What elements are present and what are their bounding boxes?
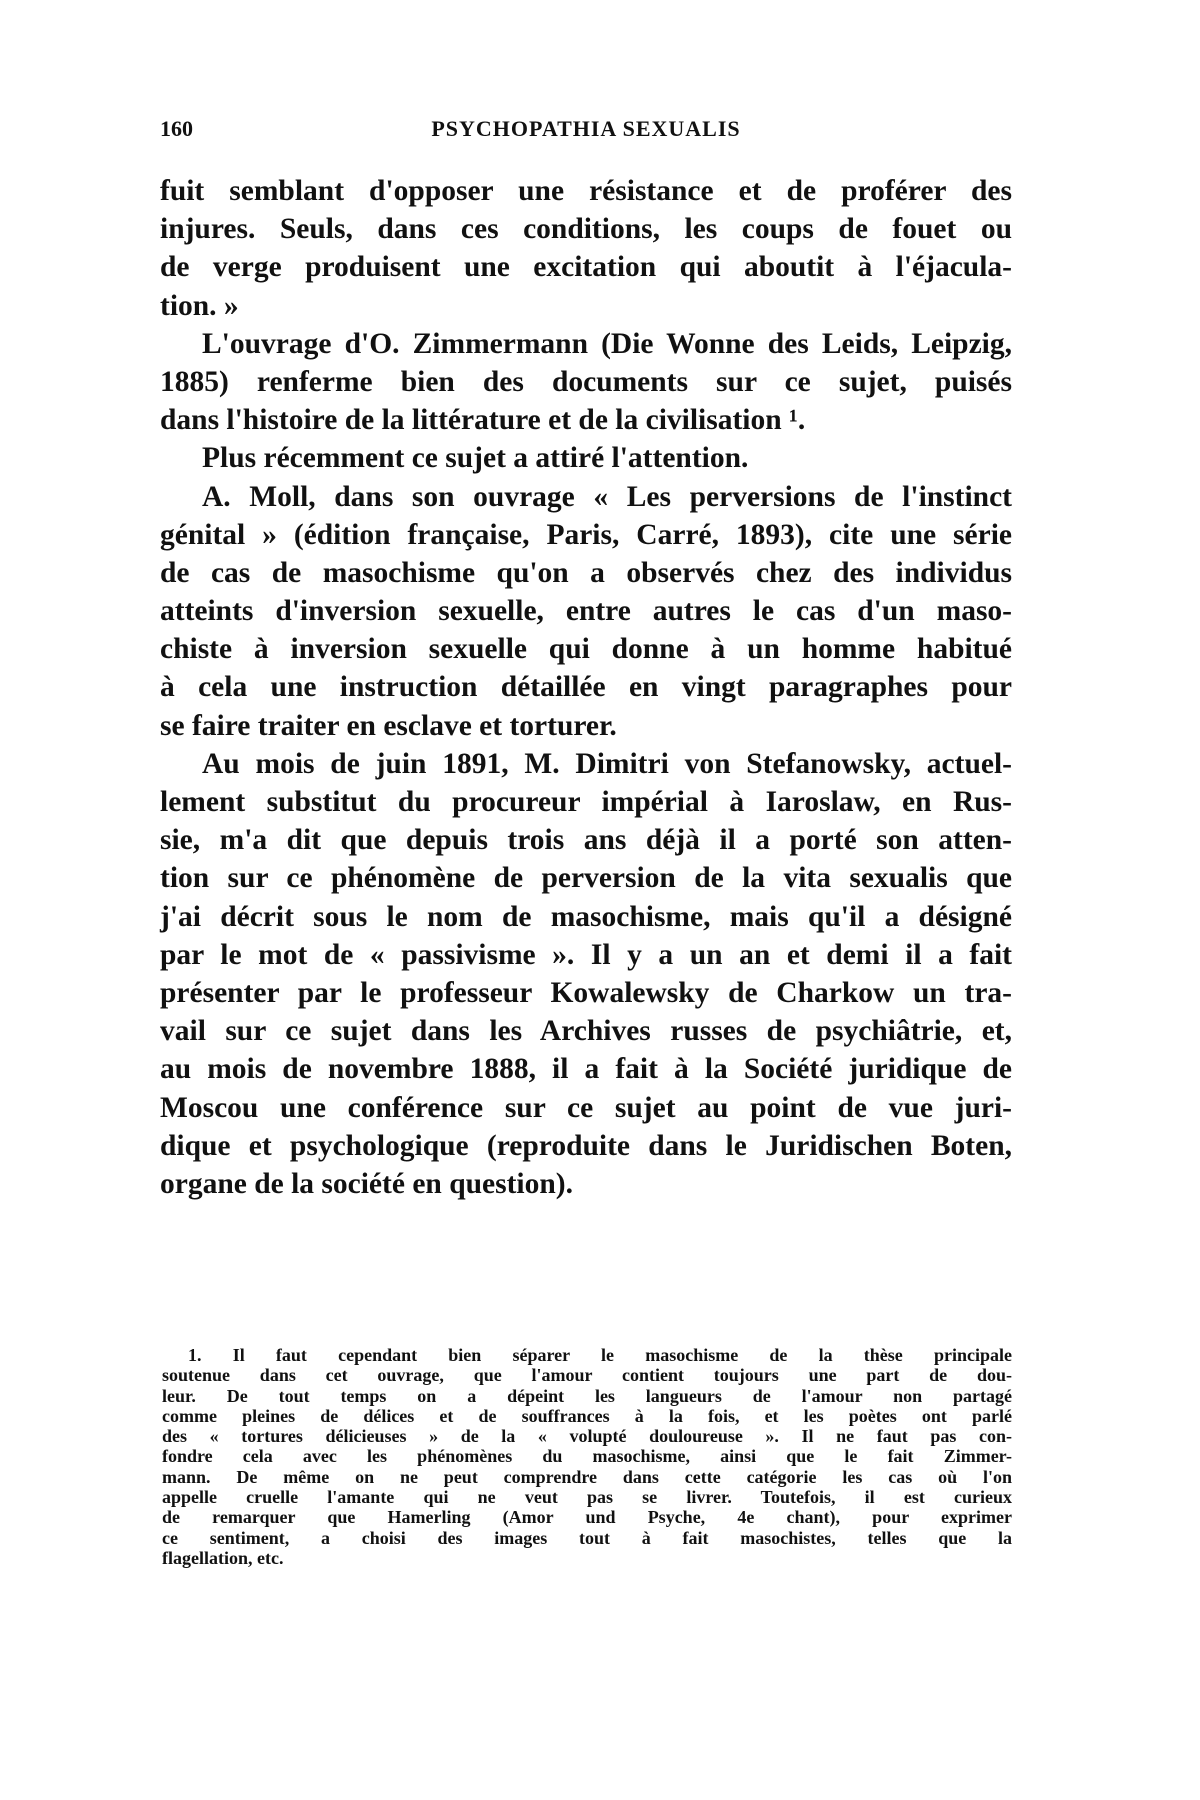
running-title: PSYCHOPATHIA SEXUALIS	[431, 116, 741, 141]
body-line: fuit semblant d'opposer une résistance et de proférer des	[160, 175, 1012, 207]
body-line: j'ai décrit sous le nom de masochisme, mais qu'il a désigné	[160, 900, 1012, 933]
body-line: dans l'histoire de la littérature et de la civilisation ¹.	[160, 404, 806, 437]
footnote-line: fondre cela avec les phénomènes du masochisme, ainsi que le fait Zimmer-	[162, 1446, 1012, 1467]
footnote-line: des « tortures délicieuses » de la « volupté douloureuse ». Il ne faut pas con-	[162, 1426, 1012, 1447]
footnote-line: appelle cruelle l'amante qui ne veut pas se livrer. Toutefois, il est curieux	[162, 1487, 1012, 1508]
body-line: présenter par le professeur Kowalewsky de Charkow un tra-	[160, 976, 1012, 1009]
body-line: 1885) renferme bien des documents sur ce sujet, puisés	[160, 365, 1012, 398]
body-line: au mois de novembre 1888, il a fait à la Société juridique de	[160, 1053, 1012, 1086]
footnote-line: 1. Il faut cependant bien séparer le masochisme de la thèse principale	[188, 1345, 1012, 1365]
body-line: à cela une instruction détaillée en vingt paragraphes pour	[160, 671, 1012, 704]
body-line: de cas de masochisme qu'on a observés chez des individus	[160, 556, 1012, 589]
body-line: sie, m'a dit que depuis trois ans déjà il a porté son atten-	[160, 824, 1012, 857]
footnote-line: comme pleines de délices et de souffrances à la fois, et les poètes ont parlé	[162, 1405, 1012, 1426]
footnote-line: ce sentiment, a choisi des images tout à fait masochistes, telles que la	[162, 1527, 1012, 1548]
body-line: tion sur ce phénomène de perversion de la vita sexualis que	[160, 862, 1012, 895]
footnote-line: soutenue dans cet ouvrage, que l'amour contient toujours une part de dou-	[162, 1365, 1012, 1386]
body-line: L'ouvrage d'O. Zimmermann (Die Wonne des Leids, Leipzig,	[202, 327, 1012, 360]
footnote-line: flagellation, etc.	[162, 1547, 284, 1568]
body-line: génital » (édition française, Paris, Carré, 1893), cite une série	[160, 518, 1012, 551]
body-line: vail sur ce sujet dans les Archives russes de psychiâtrie, et,	[160, 1015, 1012, 1048]
body-line: tion. »	[160, 289, 239, 322]
body-line: injures. Seuls, dans ces conditions, les coups de fouet ou	[160, 213, 1012, 246]
body-text	[160, 172, 1012, 1203]
body-line: chiste à inversion sexuelle qui donne à un homme habitué	[160, 633, 1012, 666]
body-line: Plus récemment ce sujet a attiré l'attention.	[202, 442, 749, 475]
body-line: Au mois de juin 1891, M. Dimitri von Stefanowsky, actuel-	[202, 747, 1012, 780]
body-line: dique et psychologique (reproduite dans le Juridischen Boten,	[160, 1129, 1012, 1162]
footnote-line: de remarquer que Hamerling (Amor und Psyche, 4e chant), pour exprimer	[162, 1507, 1012, 1528]
body-line: lement substitut du procureur impérial à Iaroslaw, en Rus-	[160, 786, 1012, 818]
body-line: se faire traiter en esclave et torturer.	[160, 709, 617, 742]
page-number: 160	[160, 116, 193, 141]
body-line: de verge produisent une excitation qui aboutit à l'éjacula-	[160, 251, 1012, 284]
page-header	[160, 116, 1012, 146]
footnote-line: leur. De tout temps on a dépeint les langueurs de l'amour non partagé	[162, 1385, 1012, 1406]
body-line: par le mot de « passivisme ». Il y a un an et demi il a fait	[160, 938, 1012, 971]
body-line: Moscou une conférence sur ce sujet au point de vue juri-	[160, 1091, 1012, 1124]
body-line: organe de la société en question).	[160, 1167, 573, 1200]
footnote-line: mann. De même on ne peut comprendre dans cette catégorie les cas où l'on	[162, 1466, 1012, 1487]
body-line: atteints d'inversion sexuelle, entre autres le cas d'un maso-	[160, 595, 1012, 628]
footnote	[162, 1345, 1012, 1568]
body-line: A. Moll, dans son ouvrage « Les perversions de l'instinct	[202, 480, 1012, 513]
